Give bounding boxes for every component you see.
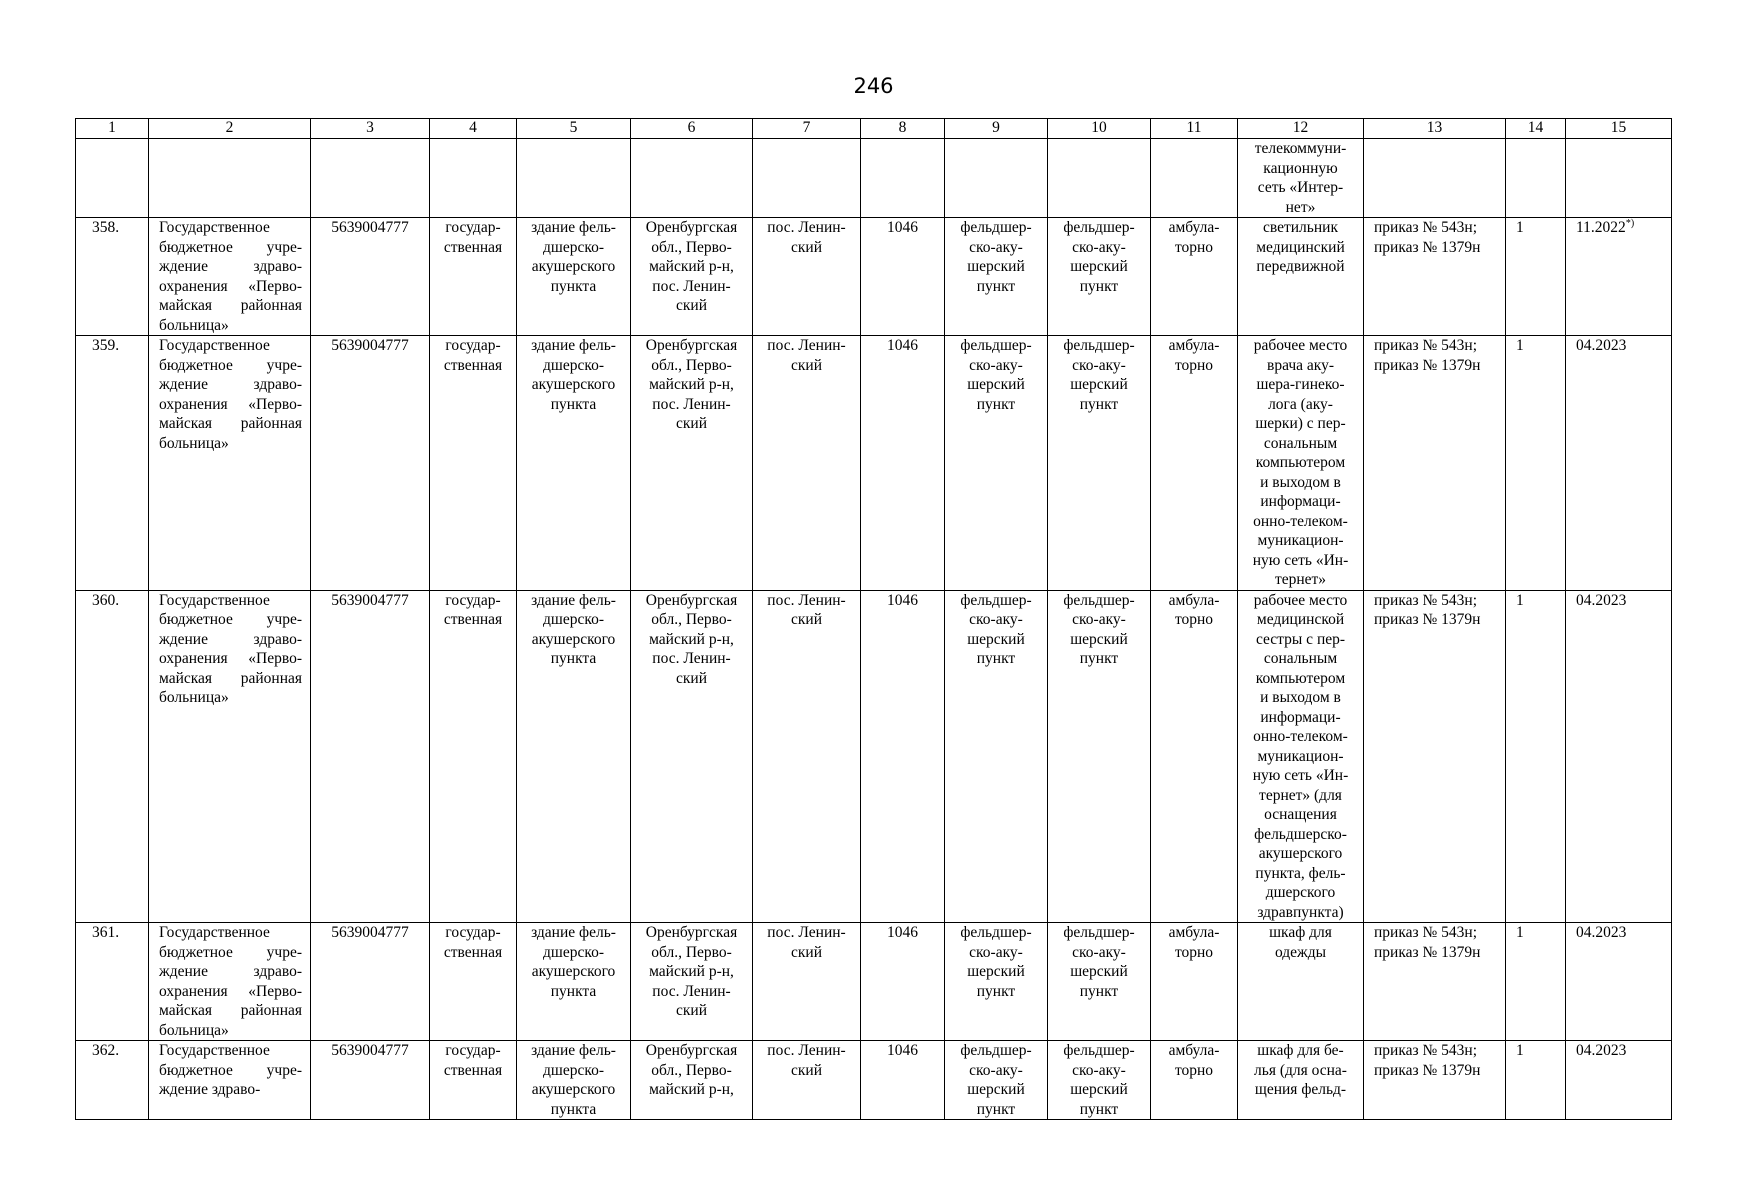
ownership-type: государ- ственная	[443, 219, 503, 256]
address: Оренбургская обл., Перво- майский р-н, пос. Ленин- ский	[645, 337, 738, 432]
organization-name: Государственное бюджетное учре-ждение здраво-	[159, 1042, 302, 1098]
equipment-cell: телекоммуни- кационную сеть «Интер- нет»	[1254, 140, 1347, 216]
row-number: 358.	[92, 219, 120, 236]
column-number: 10	[1048, 119, 1151, 139]
column-number: 13	[1364, 119, 1506, 139]
date: 04.2023	[1576, 924, 1627, 941]
date: 04.2023	[1576, 591, 1627, 609]
inn-code: 5639004777	[331, 337, 409, 354]
building-type: здание фель- дшерско- акушерского пункта	[531, 924, 616, 1000]
code: 1046	[887, 219, 918, 236]
building-type: здание фель- дшерско- акушерского пункта	[531, 219, 616, 295]
address: Оренбургская обл., Перво- майский р-н, пос. Ленин- ский	[645, 219, 738, 314]
settlement: пос. Ленин- ский	[767, 337, 846, 374]
date: 04.2023	[1576, 337, 1627, 354]
equipment-item: шкаф для одежды	[1269, 924, 1332, 961]
care-form: амбула- торно	[1168, 337, 1220, 374]
order-reference: приказ № 543н; приказ № 1379н	[1374, 337, 1481, 374]
inn-code: 5639004777	[331, 591, 409, 609]
column-number: 5	[517, 119, 631, 139]
date: 11.2022	[1576, 219, 1626, 236]
row-number: 362.	[92, 1042, 120, 1059]
row-number: 359.	[92, 337, 120, 354]
table-row	[76, 923, 1672, 1041]
unit-type: фельдшер- ско-аку- шерский пункт	[960, 591, 1032, 667]
order-reference: приказ № 543н; приказ № 1379н	[1374, 591, 1481, 628]
organization-name: Государственное бюджетное учре-ждение здраво-охранения «Перво-майская районная больница»	[159, 219, 302, 334]
order-reference: приказ № 543н; приказ № 1379н	[1374, 1042, 1481, 1079]
unit-type: фельдшер- ско-аку- шерский пункт	[960, 924, 1032, 1000]
code: 1046	[887, 337, 918, 354]
organization-name: Государственное бюджетное учре-ждение здраво-охранения «Перво-майская районная больница»	[159, 337, 302, 452]
page-number: 246	[853, 74, 894, 98]
equipment-item: шкаф для бе- лья (для осна- щения фельд-	[1254, 1042, 1347, 1098]
column-number: 12	[1238, 119, 1364, 139]
inn-code: 5639004777	[331, 924, 409, 941]
table-row	[76, 336, 1672, 591]
column-number: 8	[861, 119, 945, 139]
building-type: здание фель- дшерско- акушерского пункта	[531, 337, 616, 413]
organization-name: Государственное бюджетное учре-ждение здраво-охранения «Перво-майская районная больница»	[159, 924, 302, 1039]
unit-type: фельдшер- ско-аку- шерский пункт	[960, 1042, 1032, 1118]
building-type: здание фель- дшерско- акушерского пункта	[531, 1042, 616, 1118]
date: 04.2023	[1576, 1042, 1627, 1059]
date-footnote: *)	[1625, 217, 1635, 229]
settlement: пос. Ленин- ский	[767, 219, 846, 256]
care-form: амбула- торно	[1168, 219, 1220, 256]
column-number: 2	[149, 119, 311, 139]
table-row	[76, 590, 1672, 923]
quantity: 1	[1516, 219, 1524, 236]
address: Оренбургская обл., Перво- майский р-н,	[645, 1042, 738, 1098]
care-form: амбула- торно	[1168, 1042, 1220, 1079]
column-number: 6	[631, 119, 753, 139]
unit-name: фельдшер- ско-аку- шерский пункт	[1063, 219, 1135, 295]
equipment-item: рабочее место врача аку- шера-гинеко- лога (аку- шерки) с пер- сональным компьютером и выходом в информаци- онно-телеком- муникацион- ную сеть «Ин- тернет»	[1252, 337, 1349, 588]
address: Оренбургская обл., Перво- майский р-н, пос. Ленин- ский	[645, 591, 738, 687]
continuation-row	[76, 139, 1672, 218]
settlement: пос. Ленин- ский	[767, 1042, 846, 1079]
unit-type: фельдшер- ско-аку- шерский пункт	[960, 337, 1032, 413]
equipment-item: рабочее место медицинской сестры с пер- сональным компьютером и выходом в информаци- онно-телеком- муникацион- ную сеть «Ин- тернет» (для оснащения фельдшерско- акушерского пункта, фель- дшерского здравпункта)	[1252, 591, 1349, 921]
quantity: 1	[1516, 591, 1524, 609]
unit-name: фельдшер- ско-аку- шерский пункт	[1063, 591, 1135, 667]
care-form: амбула- торно	[1168, 924, 1220, 961]
quantity: 1	[1516, 1042, 1524, 1059]
equipment-table	[75, 118, 1672, 1120]
organization-name: Государственное бюджетное учре-ждение здраво-охранения «Перво-майская районная больница»	[159, 591, 302, 706]
settlement: пос. Ленин- ский	[767, 924, 846, 961]
unit-name: фельдшер- ско-аку- шерский пункт	[1063, 924, 1135, 1000]
inn-code: 5639004777	[331, 1042, 409, 1059]
column-number: 9	[945, 119, 1048, 139]
column-number: 14	[1506, 119, 1566, 139]
column-number: 3	[311, 119, 430, 139]
ownership-type: государ- ственная	[443, 337, 503, 374]
code: 1046	[887, 1042, 918, 1059]
column-number: 11	[1151, 119, 1238, 139]
column-number: 15	[1566, 119, 1672, 139]
column-number-row	[76, 119, 1672, 139]
unit-type: фельдшер- ско-аку- шерский пункт	[960, 219, 1032, 295]
care-form: амбула- торно	[1168, 591, 1220, 628]
code: 1046	[887, 924, 918, 941]
address: Оренбургская обл., Перво- майский р-н, пос. Ленин- ский	[645, 924, 738, 1019]
row-number: 360.	[92, 591, 120, 609]
unit-name: фельдшер- ско-аку- шерский пункт	[1063, 1042, 1135, 1118]
table-row	[76, 218, 1672, 336]
table-row	[76, 1041, 1672, 1120]
ownership-type: государ- ственная	[443, 591, 503, 628]
column-number: 4	[430, 119, 517, 139]
equipment-item: светильник медицинский передвижной	[1256, 219, 1345, 275]
quantity: 1	[1516, 924, 1524, 941]
column-number: 7	[753, 119, 861, 139]
unit-name: фельдшер- ско-аку- шерский пункт	[1063, 337, 1135, 413]
ownership-type: государ- ственная	[443, 924, 503, 961]
settlement: пос. Ленин- ский	[767, 591, 846, 628]
column-number: 1	[76, 119, 149, 139]
quantity: 1	[1516, 337, 1524, 354]
inn-code: 5639004777	[331, 219, 409, 236]
row-number: 361.	[92, 924, 120, 941]
building-type: здание фель- дшерско- акушерского пункта	[531, 591, 616, 667]
code: 1046	[887, 591, 918, 609]
order-reference: приказ № 543н; приказ № 1379н	[1374, 219, 1481, 256]
order-reference: приказ № 543н; приказ № 1379н	[1374, 924, 1481, 961]
ownership-type: государ- ственная	[443, 1042, 503, 1079]
